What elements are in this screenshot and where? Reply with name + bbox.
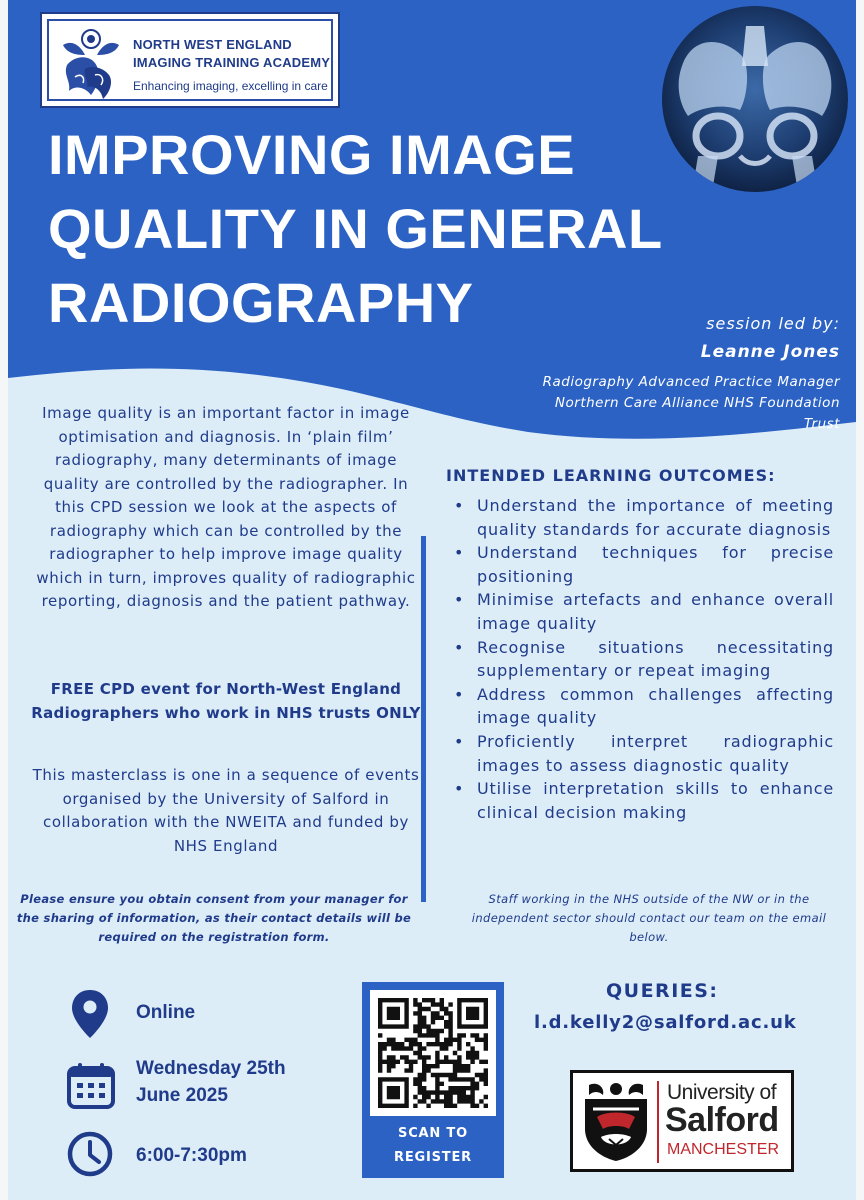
outcome-item: • Understand techniques for precise positioning	[452, 541, 834, 588]
speaker-role-line-2: Northern Care Alliance NHS Foundation	[554, 395, 840, 411]
register-label	[362, 1122, 504, 1170]
qr-code-graphic	[370, 990, 496, 1116]
salford-logo-separator	[657, 1081, 659, 1163]
speaker-role-line-3: Trust	[803, 416, 840, 432]
free-cpd-notice: FREE CPD event for North-West England Radiographers who work in NHS trusts ONLY	[31, 680, 421, 722]
intro-paragraph: Image quality is an important factor in image optimisation and diagnosis. In ‘plain film’ radiography, many determinants of image quality are controlled by the radiographer. In this CPD session we look at the aspects of radiography which can be controlled by the radiographer to help improve image quality which in turn, improves quality of radiographic reporting, diagnosis and the patient pathway.	[36, 404, 416, 610]
logo-tagline: Enhancing imaging, excelling in care	[133, 79, 328, 93]
university-line-1: University of	[667, 1081, 777, 1104]
outcome-item: • Minimise artefacts and enhance overall image quality	[452, 588, 834, 635]
flyer-page	[8, 0, 856, 1200]
masterclass-paragraph: This masterclass is one in a sequence of events organised by the University of Salford in collaboration with the NWEITA and funded by NHS England	[32, 766, 420, 855]
speaker-role	[500, 372, 840, 435]
qr-code[interactable]	[370, 990, 496, 1116]
map-pin-icon	[70, 988, 110, 1040]
pelvis-xray-image	[662, 6, 848, 192]
event-date	[136, 1055, 286, 1109]
nweita-crest-icon	[55, 25, 127, 105]
nweita-logo	[40, 12, 340, 108]
qr-modules	[378, 998, 488, 1108]
staff-notice: Staff working in the NHS outside of the NW or in the independent sector should contact our team on the email below.	[471, 892, 827, 944]
clock-icon	[66, 1130, 114, 1178]
university-line-3: MANCHESTER	[667, 1141, 780, 1158]
outcome-item: • Proficiently interpret radiographic images to assess diagnostic quality	[452, 730, 834, 777]
speaker-label: session led by:	[706, 314, 840, 333]
logo-line-2: IMAGING TRAINING ACADEMY	[133, 55, 331, 70]
event-date-line-2: June 2025	[136, 1085, 228, 1106]
outcomes-title: INTENDED LEARNING OUTCOMES:	[446, 466, 776, 485]
title-line-1: IMPROVING IMAGE	[48, 123, 576, 186]
event-time: 6:00-7:30pm	[136, 1145, 247, 1166]
outcome-item: • Recognise situations necessitating supplementary or repeat imaging	[452, 636, 834, 683]
speaker-name: Leanne Jones	[700, 342, 840, 362]
queries-email[interactable]: l.d.kelly2@salford.ac.uk	[534, 1012, 797, 1033]
queries-label: QUERIES:	[606, 980, 719, 1002]
event-date-line-1: Wednesday 25th	[136, 1058, 286, 1079]
outcome-item: • Address common challenges affecting image quality	[452, 683, 834, 730]
event-location: Online	[136, 1002, 196, 1023]
salford-logo	[570, 1070, 794, 1172]
salford-crest-icon	[579, 1079, 653, 1163]
consent-notice: Please ensure you obtain consent from your manager for the sharing of information, as their contact details will be required on the registration form.	[16, 892, 412, 944]
page-title	[48, 118, 688, 340]
register-label-line-2: REGISTER	[394, 1150, 472, 1165]
title-line-3: RADIOGRAPHY	[48, 271, 474, 334]
university-line-2: Salford	[665, 1101, 779, 1139]
calendar-icon	[66, 1060, 116, 1110]
register-label-line-1: SCAN TO	[398, 1126, 468, 1141]
outcome-item: • Utilise interpretation skills to enhance clinical decision making	[452, 777, 834, 824]
outcomes-list	[452, 494, 834, 824]
speaker-role-line-1: Radiography Advanced Practice Manager	[542, 374, 840, 390]
outcome-item: • Understand the importance of meeting quality standards for accurate diagnosis	[452, 494, 834, 541]
logo-line-1: NORTH WEST ENGLAND	[133, 37, 292, 52]
title-line-2: QUALITY IN GENERAL	[48, 197, 663, 260]
register-qr-panel[interactable]	[362, 982, 504, 1178]
column-divider	[421, 536, 426, 902]
